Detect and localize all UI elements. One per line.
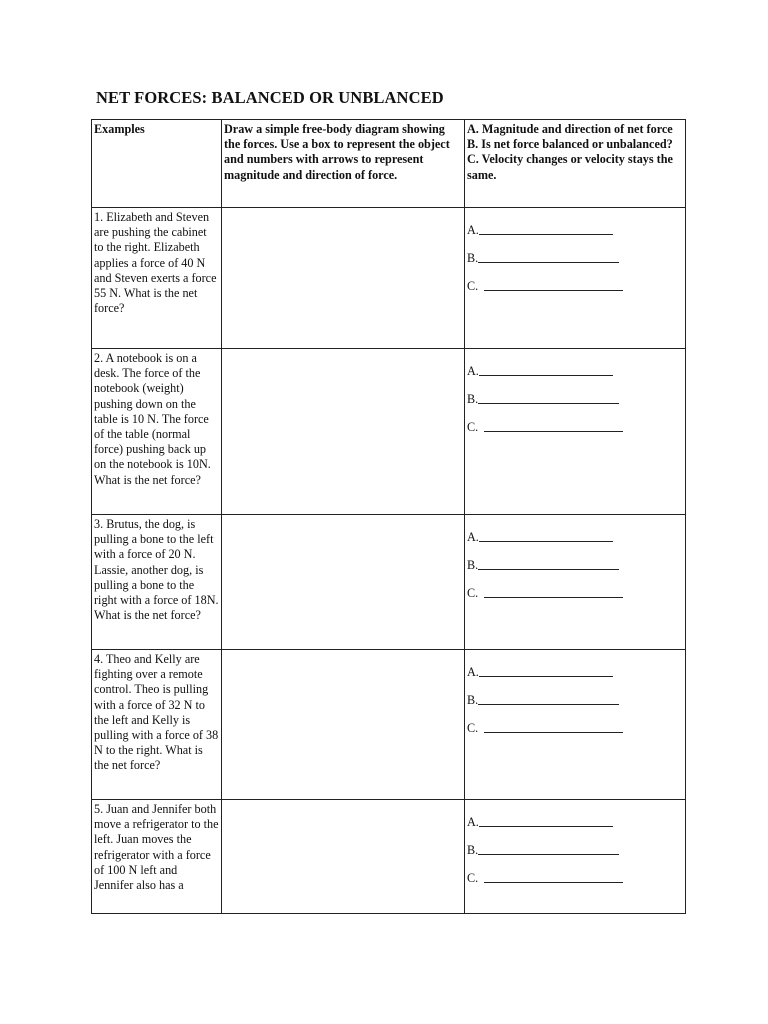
worksheet-table <box>91 119 686 914</box>
answer-c-label: C. <box>467 419 485 434</box>
answer-cell <box>465 800 686 914</box>
answer-c-blank[interactable] <box>484 279 623 291</box>
answer-a-blank[interactable] <box>479 530 613 542</box>
answer-a-blank[interactable] <box>479 223 613 235</box>
answer-a-blank[interactable] <box>479 364 613 376</box>
answer-c[interactable] <box>467 407 683 435</box>
answer-a[interactable] <box>467 802 683 830</box>
answer-a[interactable] <box>467 210 683 238</box>
answer-b-blank[interactable] <box>478 251 619 263</box>
answer-b-label: B. <box>467 692 479 707</box>
answer-b-blank[interactable] <box>478 392 619 404</box>
header-answers: A. Magnitude and direction of net force B. Is net force balanced or unbalanced? C. Velocity changes or velocity stays the same. <box>465 120 686 208</box>
example-text: 5. Juan and Jennifer both move a refrigerator to the left. Juan moves the refrigerator with a force of 100 N left and Jennifer also has a <box>92 800 222 914</box>
answer-c-label: C. <box>467 585 485 600</box>
answer-b[interactable] <box>467 545 683 573</box>
header-row <box>92 120 686 208</box>
answer-b[interactable] <box>467 238 683 266</box>
answer-b-blank[interactable] <box>478 693 619 705</box>
example-text: 1. Elizabeth and Steven are pushing the cabinet to the right. Elizabeth applies a force of 40 N and Steven exerts a force 55 N. What is the net force? <box>92 208 222 349</box>
answer-c-label: C. <box>467 870 485 885</box>
example-text: 4. Theo and Kelly are fighting over a remote control. Theo is pulling with a force of 32 N to the left and Kelly is pulling with a force of 38 N to the right. What is the net force? <box>92 650 222 800</box>
table-row <box>92 515 686 650</box>
answer-b[interactable] <box>467 379 683 407</box>
answer-a[interactable] <box>467 351 683 379</box>
answer-c-label: C. <box>467 720 485 735</box>
answer-cell <box>465 515 686 650</box>
answer-b-label: B. <box>467 842 479 857</box>
answer-cell <box>465 650 686 800</box>
table-row <box>92 650 686 800</box>
answer-a[interactable] <box>467 652 683 680</box>
worksheet-title: NET FORCES: BALANCED OR UNBLANCED <box>96 88 444 107</box>
answer-a-label: A. <box>467 529 479 544</box>
table-row <box>92 800 686 914</box>
answer-c-blank[interactable] <box>484 420 623 432</box>
example-text: 2. A notebook is on a desk. The force of the notebook (weight) pushing down on the table is 10 N. The force of the table (normal force) pushing back up on the notebook is 10N. What is the net force? <box>92 349 222 515</box>
answer-c-label: C. <box>467 278 485 293</box>
answer-a-blank[interactable] <box>479 665 613 677</box>
example-text: 3. Brutus, the dog, is pulling a bone to the left with a force of 20 N. Lassie, another dog, is pulling a bone to the right with a force of 18N. What is the net force? <box>92 515 222 650</box>
answer-c[interactable] <box>467 573 683 601</box>
answer-b[interactable] <box>467 830 683 858</box>
answer-a[interactable] <box>467 517 683 545</box>
answer-a-label: A. <box>467 363 479 378</box>
diagram-cell[interactable] <box>222 800 465 914</box>
answer-cell <box>465 208 686 349</box>
answer-cell <box>465 349 686 515</box>
diagram-cell[interactable] <box>222 208 465 349</box>
table-row <box>92 208 686 349</box>
header-examples: Examples <box>92 120 222 208</box>
answer-c-blank[interactable] <box>484 721 623 733</box>
diagram-cell[interactable] <box>222 650 465 800</box>
answer-c-blank[interactable] <box>484 586 623 598</box>
header-diagram: Draw a simple free-body diagram showing the forces. Use a box to represent the object and numbers with arrows to represent magnitude and direction of force. <box>222 120 465 208</box>
answer-c[interactable] <box>467 858 683 886</box>
answer-a-label: A. <box>467 222 479 237</box>
answer-c-blank[interactable] <box>484 871 623 883</box>
answer-b-label: B. <box>467 250 479 265</box>
diagram-cell[interactable] <box>222 515 465 650</box>
answer-c[interactable] <box>467 266 683 294</box>
answer-a-blank[interactable] <box>479 815 613 827</box>
answer-b-blank[interactable] <box>478 843 619 855</box>
answer-b[interactable] <box>467 680 683 708</box>
answer-a-label: A. <box>467 664 479 679</box>
answer-a-label: A. <box>467 814 479 829</box>
answer-b-blank[interactable] <box>478 558 619 570</box>
answer-b-label: B. <box>467 557 479 572</box>
diagram-cell[interactable] <box>222 349 465 515</box>
answer-c[interactable] <box>467 708 683 736</box>
table-row <box>92 349 686 515</box>
answer-b-label: B. <box>467 391 479 406</box>
